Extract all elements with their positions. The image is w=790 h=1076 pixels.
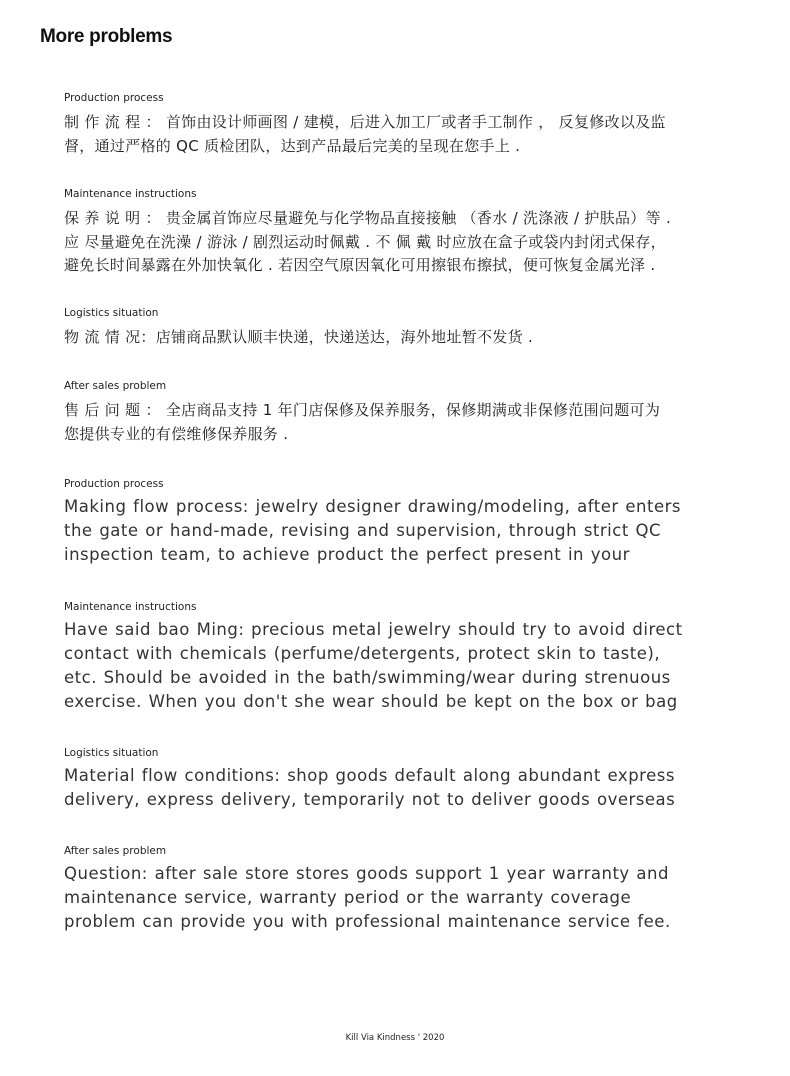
section-production-en [64,477,744,567]
body-line: Question: after sale store stores goods support 1 year warranty and [64,864,669,883]
section-label: Logistics situation [64,747,159,759]
body-line: Making flow process: jewelry designer drawing/modeling, after enters [64,497,681,516]
section-maintenance-en [64,600,744,714]
section-aftersales-en [64,844,744,934]
body-line: 制 作 流 程 ： 首饰由设计师画图 / 建模，后进入加工厂或者手工制作 ， 反复修改以及监 [64,113,666,131]
section-label: Production process [64,478,164,490]
body-line: 售 后 问 题 ： 全店商品支持 1 年门店保修及保养服务，保修期满或非保修范围问题可为 [64,401,661,419]
body-line: maintenance service, warranty period or the warranty coverage [64,888,632,907]
section-logistics-zh [64,306,744,350]
section-label: Maintenance instructions [64,188,197,200]
body-line: Material flow conditions: shop goods default along abundant express [64,766,675,785]
body-line: problem can provide you with professional maintenance service fee. [64,912,671,931]
section-aftersales-zh [64,379,744,446]
section-body [64,495,744,567]
section-label: After sales problem [64,845,167,857]
section-body [64,618,744,714]
section-maintenance-zh [64,187,744,278]
body-line: inspection team, to achieve product the perfect present in your [64,545,630,564]
section-label: Production process [64,92,164,104]
body-line: 督，通过严格的 QC 质检团队，达到产品最后完美的呈现在您手上 . [64,136,521,155]
section-production-zh [64,91,744,158]
body-line: 您提供专业的有偿维修保养服务 . [64,424,289,443]
body-line: the gate or hand-made, revising and supervision, through strict QC [64,521,662,540]
section-label: Maintenance instructions [64,601,197,613]
body-line: delivery, express delivery, temporarily not to deliver goods overseas [64,790,676,809]
section-body [64,399,744,446]
section-body [64,862,744,934]
section-body [64,326,744,350]
body-line: exercise. When you don't she wear should be kept on the box or bag [64,692,678,711]
section-body [64,764,744,812]
section-label: After sales problem [64,380,167,392]
footer-credit: Kill Via Kindness ' 2020 [345,1033,445,1043]
body-line: 避免长时间暴露在外加快氧化 . 若因空气原因氧化可用擦银布擦拭，便可恢复金属光泽 . [64,256,656,274]
body-line: 保 养 说 明 ： 贵金属首饰应尽量避免与化学物品直接接触 （香水 / 洗涤液 / 护肤品）等 . [64,209,672,227]
section-logistics-en [64,746,744,812]
body-line: contact with chemicals (perfume/detergents, protect skin to taste), [64,644,661,663]
page-title: More problems [40,26,173,47]
body-line: etc. Should be avoided in the bath/swimming/wear during strenuous [64,668,671,687]
body-line: 应 尽量避免在洗澡 / 游泳 / 剧烈运动时佩戴 . 不 佩 戴 时应放在盒子或袋内封闭式保存， [64,232,666,251]
section-body [64,207,744,278]
body-line: Have said bao Ming: precious metal jewelry should try to avoid direct [64,620,683,639]
section-label: Logistics situation [64,307,159,319]
body-line: 物 流 情 况：店铺商品默认顺丰快递，快递送达，海外地址暂不发货 . [64,328,534,346]
section-body [64,111,744,158]
